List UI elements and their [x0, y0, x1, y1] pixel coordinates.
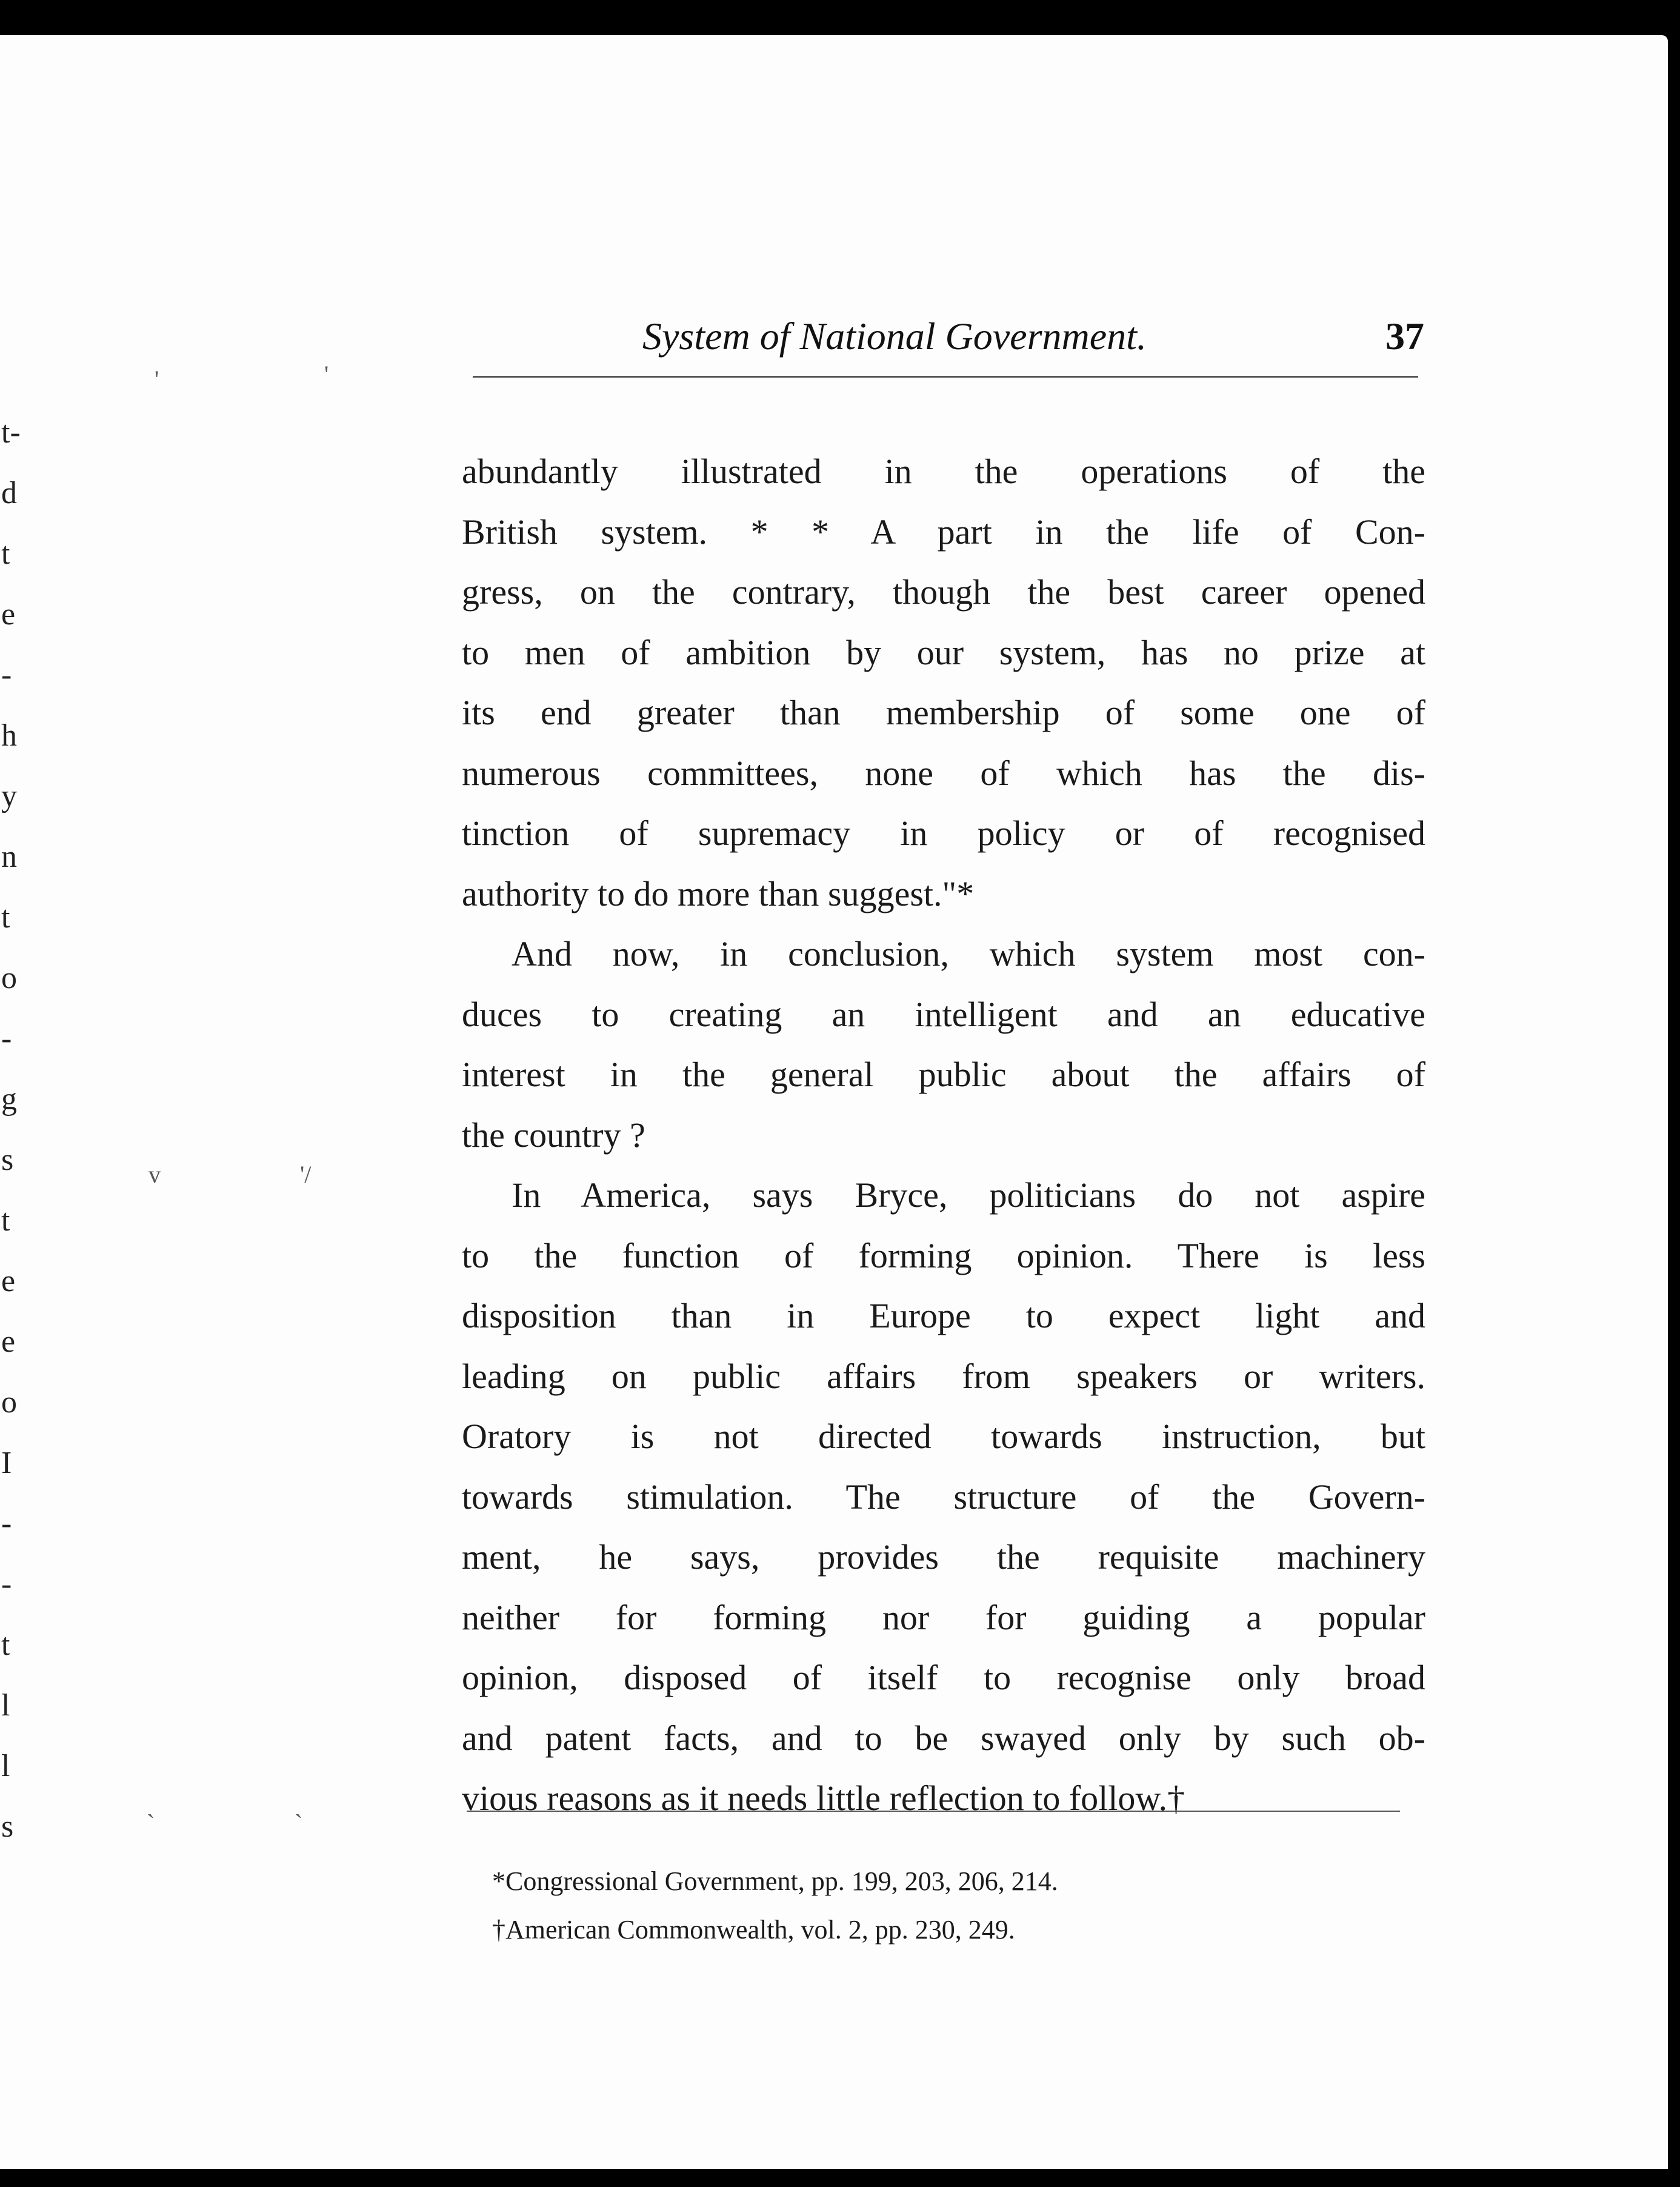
- text-line: Oratory is not directed towards instruction, but: [462, 1417, 1425, 1456]
- print-speck: `: [295, 1809, 303, 1837]
- margin-fragment: -: [1, 1567, 12, 1601]
- text-line: its end greater than membership of some one of: [462, 693, 1425, 732]
- margin-fragment: -: [1, 1506, 12, 1541]
- margin-fragment: s: [1, 1809, 14, 1844]
- margin-fragment: t: [1, 1203, 10, 1238]
- margin-fragment: -: [1, 658, 12, 692]
- margin-fragment: I: [1, 1446, 12, 1480]
- text-line: numerous committees, none of which has the dis-: [462, 753, 1425, 793]
- footnote: †American Commonwealth, vol. 2, pp. 230, 249.: [492, 1915, 1015, 1945]
- margin-fragment: t: [1, 900, 10, 935]
- print-speck: ': [155, 366, 159, 393]
- text-line: and patent facts, and to be swayed only by such ob-: [462, 1718, 1425, 1758]
- margin-fragment: o: [1, 1385, 17, 1420]
- text-line: opinion, disposed of itself to recognise only broad: [462, 1658, 1425, 1697]
- text-line: And now, in conclusion, which system most con-: [512, 934, 1425, 973]
- text-line: disposition than in Europe to expect light and: [462, 1296, 1425, 1335]
- footnotes: [492, 1857, 1401, 1954]
- header-rule: [473, 376, 1418, 378]
- margin-fragment: h: [1, 718, 17, 753]
- margin-fragment: l: [1, 1749, 10, 1783]
- margin-fragment: e: [1, 1264, 16, 1298]
- text-line: neither for forming nor for guiding a popular: [462, 1597, 1425, 1637]
- margin-fragment: t-: [1, 415, 21, 450]
- previous-page-margin: [0, 35, 24, 2169]
- footnote-rule: [467, 1811, 1400, 1812]
- margin-fragment: g: [1, 1082, 17, 1117]
- footnote: *Congressional Government, pp. 199, 203, 206, 214.: [492, 1866, 1058, 1896]
- text-line: abundantly illustrated in the operations of the: [462, 452, 1425, 491]
- text-line: In America, says Bryce, politicians do not aspire: [512, 1175, 1425, 1215]
- margin-fragment: e: [1, 1324, 16, 1359]
- text-line: British system. * * A part in the life of Con-: [462, 512, 1425, 552]
- text-line: authority to do more than suggest."*: [462, 873, 975, 913]
- text-line: to men of ambition by our system, has no prize at: [462, 632, 1425, 672]
- text-line: vious reasons as it needs little reflection to follow.†: [462, 1778, 1185, 1818]
- margin-fragment: y: [1, 779, 17, 813]
- text-line: tinction of supremacy in policy or of recognised: [462, 813, 1425, 853]
- margin-fragment: d: [1, 476, 17, 510]
- margin-fragment: -: [1, 1021, 12, 1056]
- print-speck: `: [147, 1809, 155, 1837]
- margin-fragment: l: [1, 1688, 10, 1723]
- print-speck: v: [148, 1161, 161, 1188]
- running-header: [642, 302, 1424, 356]
- text-line: towards stimulation. The structure of the Govern-: [462, 1477, 1425, 1517]
- body-text: [462, 441, 1425, 1829]
- book-page: [0, 35, 1668, 2169]
- print-speck: '/: [300, 1161, 312, 1188]
- margin-fragment: s: [1, 1143, 14, 1177]
- text-line: ment, he says, provides the requisite machinery: [462, 1537, 1425, 1577]
- text-line: interest in the general public about the affairs of: [462, 1055, 1425, 1094]
- margin-fragment: t: [1, 1628, 10, 1662]
- text-line: to the function of forming opinion. There is less: [462, 1235, 1425, 1275]
- margin-fragment: o: [1, 961, 17, 995]
- margin-fragment: e: [1, 597, 16, 632]
- text-line: the country ?: [462, 1115, 645, 1155]
- page-number: 37: [1385, 315, 1424, 358]
- text-line: gress, on the contrary, though the best career opened: [462, 572, 1425, 612]
- text-line: leading on public affairs from speakers or writers.: [462, 1356, 1425, 1396]
- print-speck: ': [324, 361, 329, 388]
- margin-fragment: n: [1, 840, 17, 874]
- margin-fragment: t: [1, 536, 10, 571]
- text-line: duces to creating an intelligent and an educative: [462, 994, 1425, 1034]
- running-title: System of National Government.: [642, 315, 1147, 358]
